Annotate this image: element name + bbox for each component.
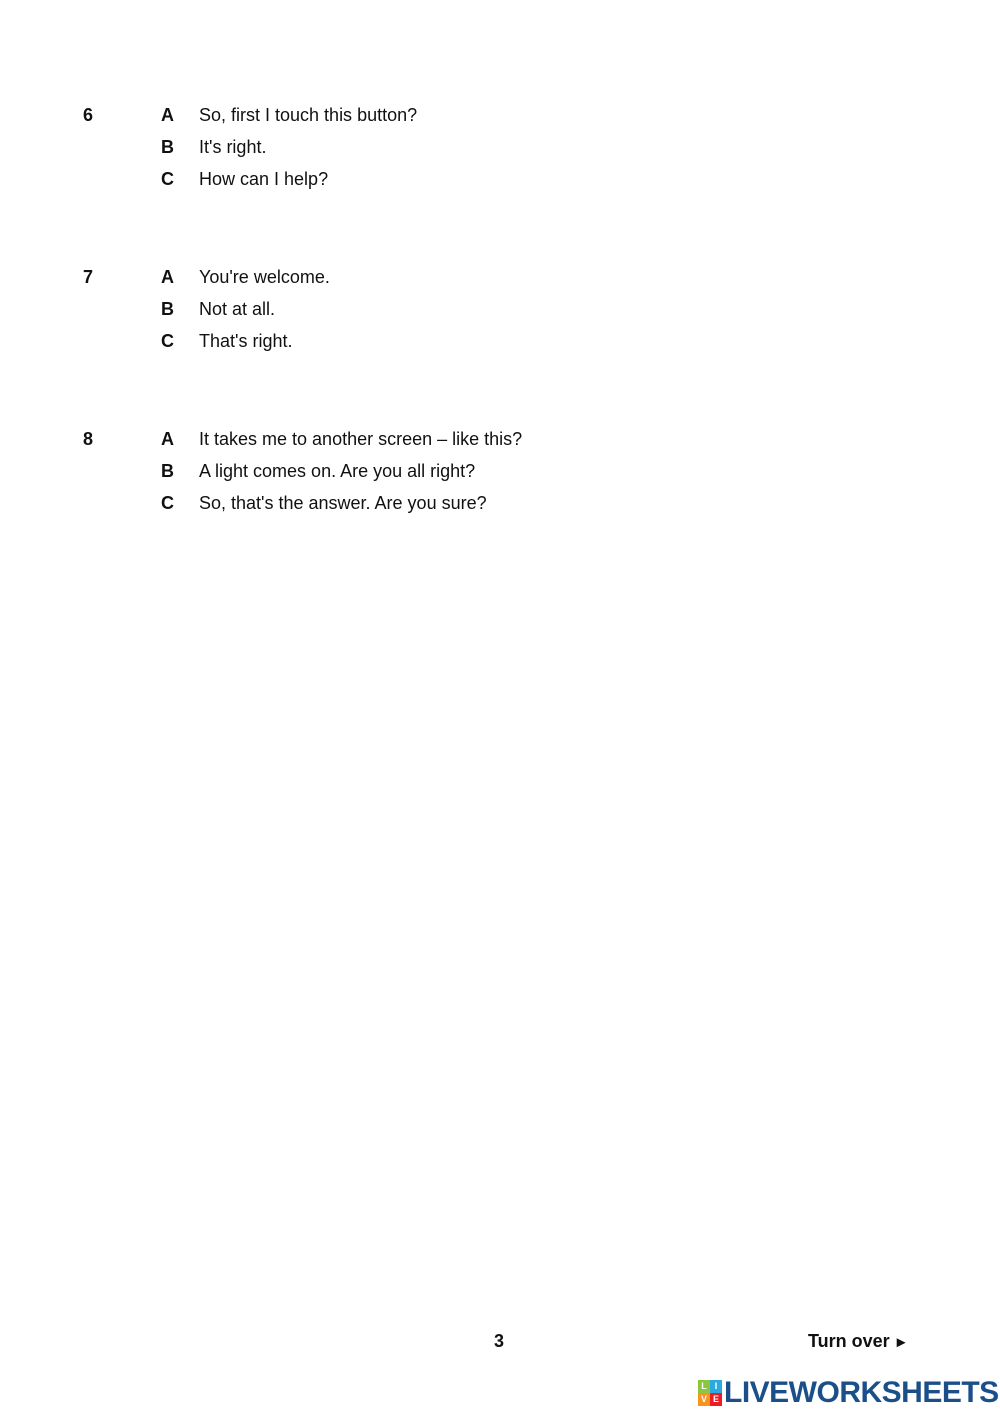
- option-6b[interactable]: [0, 136, 1000, 158]
- right-triangle-icon: ►: [893, 1334, 909, 1351]
- liveworksheets-wordmark: LIVEWORKSHEETS: [724, 1376, 999, 1409]
- option-text: It takes me to another screen – like this?: [199, 429, 523, 449]
- page-number: 3: [494, 1331, 505, 1351]
- option-letter: B: [161, 299, 174, 319]
- option-text: How can I help?: [199, 169, 329, 189]
- question-number: 8: [83, 429, 94, 449]
- option-text: So, first I touch this button?: [199, 105, 418, 125]
- liveworksheets-watermark[interactable]: [698, 1377, 999, 1409]
- option-letter: B: [161, 461, 174, 481]
- turn-over-text: Turn over: [808, 1331, 890, 1351]
- logo-tile-l: L: [698, 1380, 710, 1393]
- logo-tile-e: E: [710, 1393, 722, 1406]
- option-text: So, that's the answer. Are you sure?: [199, 493, 487, 513]
- logo-tile-i: I: [710, 1380, 722, 1393]
- option-letter: A: [161, 105, 174, 125]
- liveworksheets-logo-icon: [698, 1380, 722, 1406]
- option-text: It's right.: [199, 137, 267, 157]
- logo-tile-v: V: [698, 1393, 710, 1406]
- question-number: 6: [83, 105, 94, 125]
- option-8a[interactable]: [0, 428, 1000, 450]
- question-number: 7: [83, 267, 94, 287]
- option-6c[interactable]: [0, 168, 1000, 190]
- option-text: That's right.: [199, 331, 293, 351]
- option-7b[interactable]: [0, 298, 1000, 320]
- option-letter: A: [161, 429, 174, 449]
- option-letter: C: [161, 331, 174, 351]
- option-letter: C: [161, 169, 174, 189]
- option-text: You're welcome.: [199, 267, 330, 287]
- option-7c[interactable]: [0, 330, 1000, 352]
- option-letter: C: [161, 493, 174, 513]
- option-7a[interactable]: [0, 266, 1000, 288]
- option-6a[interactable]: [0, 104, 1000, 126]
- option-letter: B: [161, 137, 174, 157]
- option-letter: A: [161, 267, 174, 287]
- option-8b[interactable]: [0, 460, 1000, 482]
- turn-over-label: [808, 1330, 909, 1354]
- option-8c[interactable]: [0, 492, 1000, 514]
- option-text: Not at all.: [199, 299, 276, 319]
- option-text: A light comes on. Are you all right?: [199, 461, 476, 481]
